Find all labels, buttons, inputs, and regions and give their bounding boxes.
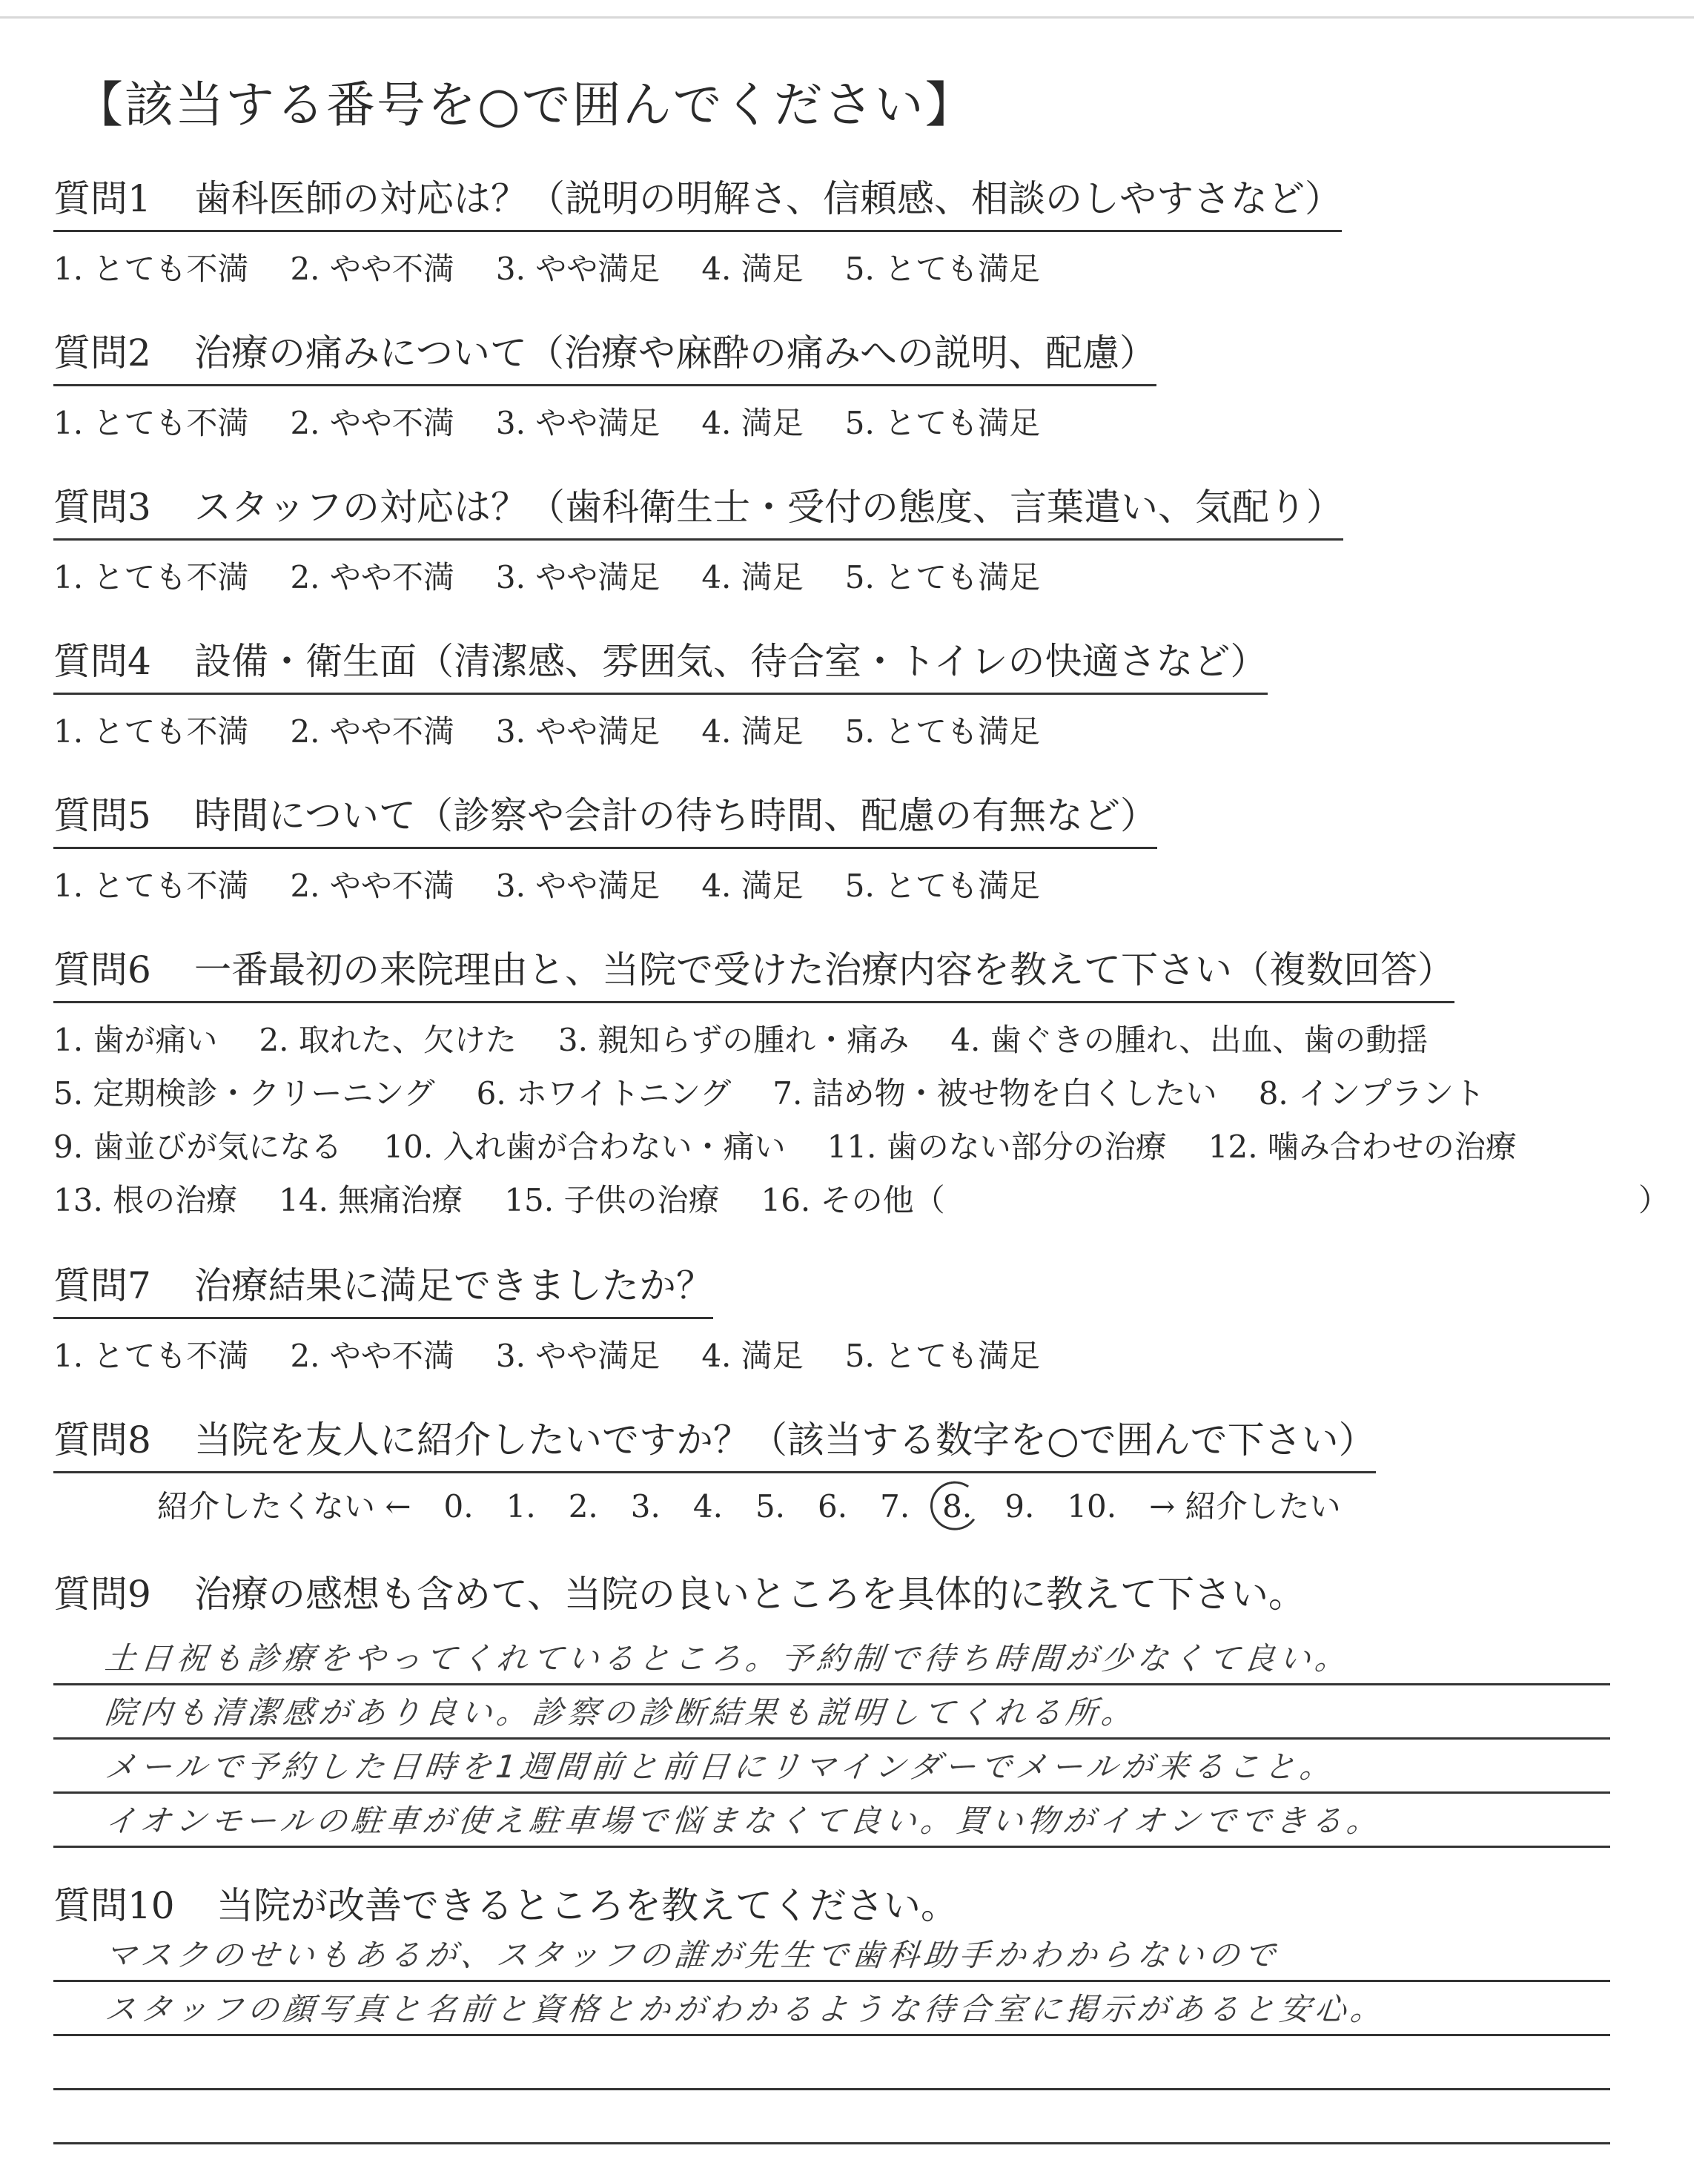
recommend-scale <box>157 1482 1376 1527</box>
option[interactable]: 10. 入れ歯が合わない・痛い <box>383 1129 786 1165</box>
option[interactable]: 7. 詰め物・被せ物を白くしたい <box>772 1075 1217 1112</box>
scale-point[interactable]: 7. <box>880 1488 910 1525</box>
option[interactable]: 14. 無痛治療 <box>279 1182 463 1218</box>
option[interactable]: 1. とても不満 <box>53 868 249 904</box>
option[interactable]: 3. やや満足 <box>495 868 661 904</box>
answer-options <box>53 859 1157 913</box>
handwritten-answer: スタッフの顔写真と名前と資格とかがわかるような待合室に掲示があると安心。 <box>103 1991 1388 2027</box>
option-selected[interactable]: 4. 満足 <box>701 251 804 287</box>
answer-line[interactable] <box>53 1928 1610 1982</box>
option[interactable]: 3. やや満足 <box>495 405 661 441</box>
scale-point-selected[interactable]: 8. <box>942 1488 973 1525</box>
option[interactable]: 5. とても満足 <box>844 559 1041 595</box>
option-selected[interactable]: 4. 歯ぐきの腫れ、出血、歯の動揺 <box>950 1022 1429 1058</box>
option-selected[interactable]: 4. 満足 <box>701 868 804 904</box>
handwritten-answer: イオンモールの駐車が使え駐車場で悩まなくて良い。買い物がイオンでできる。 <box>103 1803 1385 1839</box>
answer-line[interactable] <box>53 1685 1610 1740</box>
option[interactable]: 2. やや不満 <box>290 1338 454 1374</box>
answer-options <box>53 551 1343 604</box>
scale-point[interactable]: 2. <box>568 1488 598 1525</box>
q10-answer-area <box>53 1928 1610 2144</box>
option[interactable]: 1. とても不満 <box>53 251 249 287</box>
option-selected[interactable]: 1. 歯が痛い <box>53 1022 218 1058</box>
answer-line[interactable] <box>53 2090 1610 2144</box>
option[interactable]: 2. やや不満 <box>290 713 454 750</box>
option[interactable]: 4. 満足 <box>701 713 804 750</box>
option[interactable]: 1. とても不満 <box>53 405 249 441</box>
option[interactable]: 8. インプラント <box>1258 1075 1486 1112</box>
option-selected[interactable]: 5. とても満足 <box>844 713 1041 750</box>
option[interactable]: 6. ホワイトニング <box>476 1075 732 1112</box>
option-other[interactable]: 16. その他（ <box>761 1182 945 1218</box>
question-5 <box>53 786 1157 913</box>
handwritten-answer: 院内も清潔感があり良い。診察の診断結果も説明してくれる所。 <box>103 1694 1139 1731</box>
question-7 <box>53 1256 1082 1383</box>
scale-point[interactable]: 0. <box>443 1488 474 1525</box>
option[interactable]: 1. とても不満 <box>53 713 249 750</box>
question-heading: 質問6 一番最初の来院理由と、当院で受けた治療内容を教えて下さい（複数回答） <box>53 940 1454 1003</box>
question-4 <box>53 632 1268 759</box>
option[interactable]: 3. やや満足 <box>495 559 661 595</box>
option[interactable]: 3. 親知らずの腫れ・痛み <box>557 1022 910 1058</box>
handwritten-answer: 土日祝も診療をやってくれているところ。予約制で待ち時間が少なくて良い。 <box>103 1640 1353 1677</box>
top-border-line <box>0 16 1694 19</box>
question-1 <box>53 169 1342 296</box>
option[interactable]: 3. やや満足 <box>495 713 661 750</box>
option[interactable]: 4. 満足 <box>701 1338 804 1374</box>
option[interactable]: 2. やや不満 <box>290 559 454 595</box>
option-selected[interactable]: 4. 満足 <box>701 405 804 441</box>
option[interactable]: 3. やや満足 <box>495 251 661 287</box>
question-9 <box>53 1565 1305 1625</box>
question-heading: 質問8 当院を友人に紹介したいですか？（該当する数字を○で囲んで下さい） <box>53 1410 1376 1473</box>
option[interactable]: 11. 歯のない部分の治療 <box>827 1129 1167 1165</box>
option[interactable]: 5. とても満足 <box>844 868 1041 904</box>
question-8 <box>53 1410 1376 1527</box>
answer-options <box>53 397 1156 450</box>
question-heading: 質問9 治療の感想も含めて、当院の良いところを具体的に教えて下さい。 <box>53 1573 1305 1616</box>
answer-line[interactable] <box>53 1631 1610 1685</box>
answer-line[interactable] <box>53 1794 1610 1848</box>
option-selected[interactable]: 4. 満足 <box>701 559 804 595</box>
option[interactable]: 1. とても不満 <box>53 559 249 595</box>
q9-answer-area <box>53 1631 1610 1848</box>
answer-options <box>53 1014 1669 1227</box>
handwritten-answer: マスクのせいもあるが、スタッフの誰が先生で歯科助手かわからないので <box>103 1937 1282 1973</box>
scale-point[interactable]: 3. <box>630 1488 661 1525</box>
question-2 <box>53 323 1156 450</box>
scale-point[interactable]: 1. <box>506 1488 536 1525</box>
scale-point[interactable]: 9. <box>1004 1488 1035 1525</box>
option[interactable]: 2. やや不満 <box>290 405 454 441</box>
option[interactable]: 5. とても満足 <box>844 405 1041 441</box>
page-title: 【該当する番号を○で囲んでください】 <box>74 76 976 133</box>
option[interactable]: 15. 子供の治療 <box>504 1182 720 1218</box>
question-3 <box>53 478 1343 604</box>
scale-point[interactable]: 10. <box>1067 1488 1117 1525</box>
question-heading: 質問2 治療の痛みについて（治療や麻酔の痛みへの説明、配慮） <box>53 323 1156 386</box>
scale-point[interactable]: 4. <box>692 1488 723 1525</box>
scale-right-label: → 紹介したい <box>1149 1488 1341 1525</box>
question-heading: 質問10 当院が改善できるところを教えてください。 <box>53 1884 958 1927</box>
option[interactable]: 5. 定期検診・クリーニング <box>53 1075 435 1112</box>
option[interactable]: 9. 歯並びが気になる <box>53 1129 342 1165</box>
question-heading: 質問3 スタッフの対応は？（歯科衛生士・受付の態度、言葉遣い、気配り） <box>53 478 1343 541</box>
answer-line[interactable] <box>53 2036 1610 2090</box>
answer-options <box>53 242 1342 296</box>
option[interactable]: 2. やや不満 <box>290 868 454 904</box>
scale-point[interactable]: 5. <box>755 1488 786 1525</box>
scale-point[interactable]: 6. <box>818 1488 848 1525</box>
option[interactable]: 13. 根の治療 <box>53 1182 238 1218</box>
question-heading: 質問5 時間について（診察や会計の待ち時間、配慮の有無など） <box>53 786 1157 849</box>
answer-line[interactable] <box>53 1740 1610 1794</box>
option-selected[interactable]: 3. やや満足 <box>495 1338 661 1374</box>
option[interactable]: 2. やや不満 <box>290 251 454 287</box>
option[interactable]: 12. 噛み合わせの治療 <box>1208 1129 1517 1165</box>
answer-line[interactable] <box>53 1982 1610 2036</box>
option[interactable]: 5. とても満足 <box>844 251 1041 287</box>
question-heading: 質問1 歯科医師の対応は？（説明の明解さ、信頼感、相談のしやすさなど） <box>53 169 1342 232</box>
option[interactable]: 2. 取れた、欠けた <box>259 1022 517 1058</box>
other-close-paren: ） <box>1638 1182 1669 1218</box>
answer-options <box>53 705 1268 759</box>
answer-options <box>53 1330 1082 1383</box>
scale-left-label: 紹介したくない ← <box>157 1488 411 1525</box>
question-6 <box>53 940 1669 1227</box>
handwritten-answer: メールで予約した日時を1週間前と前日にリマインダーでメールが来ること。 <box>103 1748 1337 1785</box>
option[interactable]: 1. とても不満 <box>53 1338 249 1374</box>
option[interactable]: 5. とても満足 <box>844 1338 1041 1374</box>
question-heading: 質問4 設備・衛生面（清潔感、雰囲気、待合室・トイレの快適さなど） <box>53 632 1268 695</box>
question-heading: 質問7 治療結果に満足できましたか？ <box>53 1256 713 1319</box>
